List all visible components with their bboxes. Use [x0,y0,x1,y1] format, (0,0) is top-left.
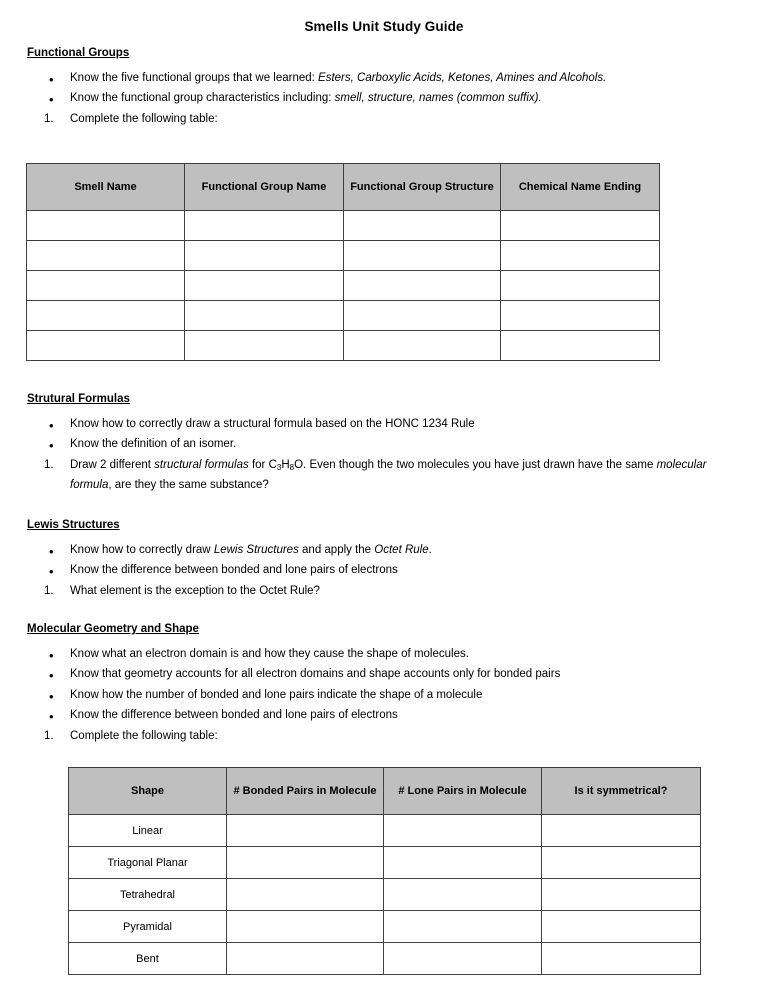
column-header-symmetrical: Is it symmetrical? [542,768,701,815]
list-item-text: Know how the number of bonded and lone pairs indicate the shape of a molecule [70,688,483,701]
question-text-part3: H [281,458,290,471]
question-emphasis-molecular-formula: molecular formula [70,458,707,492]
table-row [27,331,660,361]
list-item [0,664,768,684]
section-heading-molecular-geometry: Molecular Geometry and Shape [27,623,199,635]
section-heading-functional-groups: Functional Groups [27,47,130,59]
list-item [0,414,768,434]
question-text-part2: for C [248,458,277,471]
table-cell[interactable] [501,271,660,301]
bullet-icon: • [49,418,54,433]
column-header-functional-group-structure: Functional Group Structure [344,164,501,211]
table-row [69,815,701,847]
table-cell-shape-name: Triagonal Planar [69,847,227,879]
table-cell[interactable] [227,943,384,975]
table-cell[interactable] [27,211,185,241]
list-item-text: Complete the following table: [70,729,218,742]
table-cell[interactable] [27,301,185,331]
column-header-shape: Shape [69,768,227,815]
table-cell-shape-name: Tetrahedral [69,879,227,911]
bullet-icon: • [49,544,54,559]
bullet-icon: • [49,438,54,454]
table-cell[interactable] [344,271,501,301]
list-item-question [0,455,768,496]
subscript-8: 8 [289,462,295,472]
list-molecular-geometry [0,644,768,746]
list-item-emphasis-octet: Octet Rule [374,544,429,556]
list-item [0,685,768,705]
table-cell[interactable] [344,301,501,331]
table-cell[interactable] [501,241,660,271]
list-item-emphasis: Esters, Carboxylic Acids, Ketones, Amines and Alcohols. [318,72,607,84]
list-item [0,581,768,601]
question-text-part1: Draw 2 different [70,458,155,471]
table-header-row [27,164,660,211]
list-item [0,540,768,560]
table-cell[interactable] [542,815,701,847]
list-item-emphasis-lewis: Lewis Structures [213,544,299,556]
table-row [69,911,701,943]
bullet-icon: • [49,564,54,580]
list-number: 1. [44,112,54,125]
section-molecular-geometry [0,623,768,746]
table-cell-shape-name: Pyramidal [69,911,227,943]
bullet-icon: • [49,92,54,108]
list-item [0,88,768,108]
list-number: 1. [44,584,54,597]
table-cell[interactable] [501,301,660,331]
table-cell[interactable] [27,241,185,271]
table-cell[interactable] [185,271,344,301]
table-cell[interactable] [501,331,660,361]
bullet-icon: • [49,709,54,725]
table-cell-shape-name: Linear [69,815,227,847]
list-number: 1. [44,729,54,742]
list-item [0,109,768,129]
column-header-functional-group-name: Functional Group Name [185,164,344,211]
list-item-text: Know how to correctly draw a structural formula based on the HONC 1234 Rule [70,418,475,430]
section-heading-lewis-structures: Lewis Structures [27,519,120,531]
table-row [69,943,701,975]
table-functional-groups [26,163,660,361]
table-cell[interactable] [542,879,701,911]
table-cell[interactable] [227,847,384,879]
table-cell[interactable] [384,879,542,911]
list-lewis-structures [0,540,768,601]
table-row [69,847,701,879]
column-header-chemical-name-ending: Chemical Name Ending [501,164,660,211]
list-item-text: Complete the following table: [70,112,218,125]
bullet-icon: • [49,648,54,663]
question-text-part4: O. Even though the two molecules you have just drawn have the same [294,458,657,471]
table-cell[interactable] [384,911,542,943]
table-row [27,271,660,301]
table-row [27,301,660,331]
table-cell[interactable] [501,211,660,241]
question-emphasis-structural-formulas: structural formulas [154,458,249,471]
list-item [0,434,768,454]
list-item-text: Know the functional group characteristics including: [70,92,335,105]
list-item [0,726,768,746]
section-functional-groups [0,47,768,129]
list-item-text: Know how to correctly draw [70,544,214,556]
list-item [0,68,768,88]
section-heading-structural-formulas: Strutural Formulas [27,393,130,405]
bullet-icon: • [49,72,54,87]
question-text-part5: , are they the same substance? [108,479,269,492]
list-item [0,705,768,725]
list-item-text3: . [428,544,432,556]
table-cell[interactable] [27,331,185,361]
table-cell[interactable] [542,911,701,943]
list-item-text: Know the five functional groups that we learned: [70,72,319,84]
table-cell[interactable] [185,211,344,241]
table-cell[interactable] [227,911,384,943]
table-cell-shape-name: Bent [69,943,227,975]
table-cell[interactable] [344,331,501,361]
column-header-bonded-pairs: # Bonded Pairs in Molecule [227,768,384,815]
column-header-lone-pairs: # Lone Pairs in Molecule [384,768,542,815]
list-item-text: Know the difference between bonded and lone pairs of electrons [70,709,398,722]
list-number: 1. [44,458,54,471]
section-structural-formulas [0,393,768,496]
list-item-text: What element is the exception to the Octet Rule? [70,584,320,597]
list-functional-groups [0,68,768,129]
section-lewis-structures [0,519,768,601]
subscript-3: 3 [276,462,282,472]
table-cell[interactable] [185,331,344,361]
table-body [69,815,701,975]
list-item-text: Know what an electron domain is and how they cause the shape of molecules. [70,648,469,660]
table-cell[interactable] [384,815,542,847]
bullet-icon: • [49,668,54,684]
page-title: Smells Unit Study Guide [304,19,464,34]
column-header-smell-name: Smell Name [27,164,185,211]
table-cell[interactable] [227,879,384,911]
list-item-text: Know the definition of an isomer. [70,438,237,451]
table-cell[interactable] [27,271,185,301]
table-cell[interactable] [185,301,344,331]
list-item-text2: and apply the [298,544,375,556]
table-body [27,211,660,361]
table-cell[interactable] [542,943,701,975]
table-molecular-shape [68,767,701,975]
table-header-row [69,768,701,815]
table-cell[interactable] [384,847,542,879]
table-cell[interactable] [344,241,501,271]
list-item [0,644,768,664]
list-item-text: Know that geometry accounts for all electron domains and shape accounts only for bonded pairs [70,668,561,681]
list-item [0,560,768,580]
list-structural-formulas [0,414,768,496]
table-cell[interactable] [227,815,384,847]
table-row [69,879,701,911]
table-row [27,241,660,271]
list-item-text: Know the difference between bonded and lone pairs of electrons [70,564,398,577]
table-cell[interactable] [185,241,344,271]
list-item-emphasis: smell, structure, names (common suffix). [334,92,542,105]
table-cell[interactable] [542,847,701,879]
table-cell[interactable] [384,943,542,975]
table-cell[interactable] [344,211,501,241]
bullet-icon: • [49,688,54,704]
table-row [27,211,660,241]
